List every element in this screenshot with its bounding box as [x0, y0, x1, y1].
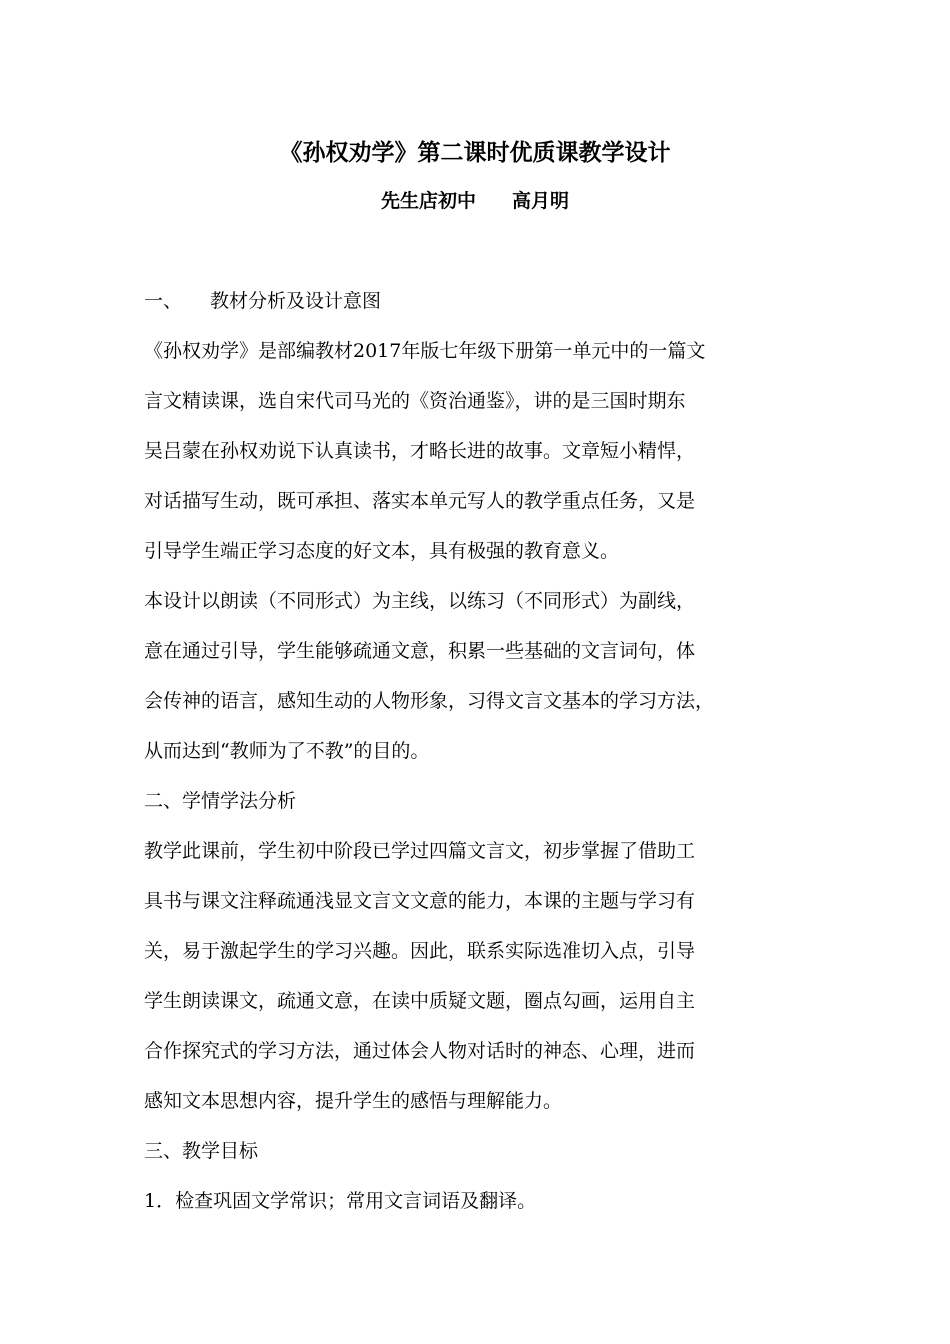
section-1-line: 从而达到“教师为了不教”的目的。: [144, 740, 430, 762]
section-1-line: 意在通过引导，学生能够疏通文意，积累一些基础的文言词句，体: [144, 640, 696, 662]
section-1-line: 引导学生端正学习态度的好文本，具有极强的教育意义。: [144, 540, 620, 562]
section-2-line: 学生朗读课文，疏通文意，在读中质疑文题，圈点勾画，运用自主: [144, 990, 696, 1012]
section-1-line: 言文精读课，选自宋代司马光的《资治通鉴》，讲的是三国时期东: [144, 390, 686, 412]
section-2-line: 感知文本思想内容，提升学生的感悟与理解能力。: [144, 1090, 563, 1112]
section-2-line: 教学此课前，学生初中阶段已学过四篇文言文，初步掌握了借助工: [144, 840, 696, 862]
section-1-line: 吴吕蒙在孙权劝说下认真读书，才略长进的故事。文章短小精悍，: [144, 440, 696, 462]
document-title: 《孙权劝学》第二课时优质课教学设计: [279, 140, 671, 166]
section-2-line: 具书与课文注释疏通浅显文言文文意的能力，本课的主题与学习有: [144, 890, 696, 912]
author-school: 先生店初中: [380, 190, 476, 212]
section-1-title: 教材分析及设计意图: [210, 290, 382, 312]
section-2-line: 关，易于激起学生的学习兴趣。因此，联系实际选准切入点，引导: [144, 940, 696, 962]
section-2-heading: 二、学情学法分析: [144, 790, 297, 812]
section-3-heading: 三、教学目标: [144, 1140, 259, 1162]
section-1-heading: [144, 284, 820, 334]
document-body: [144, 284, 820, 1234]
author-name: 高月明: [512, 190, 570, 212]
section-1-line: 对话描写生动，既可承担、落实本单元写人的教学重点任务，又是: [144, 490, 696, 512]
author-line: [0, 184, 950, 218]
section-1-line: 本设计以朗读（不同形式）为主线，以练习（不同形式）为副线，: [144, 590, 696, 612]
section-1-number: 一、: [144, 290, 183, 312]
section-1-line: 《孙权劝学》是部编教材2017年版七年级下册第一单元中的一篇文: [144, 340, 706, 362]
section-2-line: 合作探究式的学习方法，通过体会人物对话时的神态、心理，进而: [144, 1040, 696, 1062]
section-3-item: 1．检查巩固文学常识；常用文言词语及翻译。: [144, 1190, 537, 1212]
section-1-line: 会传神的语言，感知生动的人物形象，习得文言文基本的学习方法，: [144, 690, 715, 712]
